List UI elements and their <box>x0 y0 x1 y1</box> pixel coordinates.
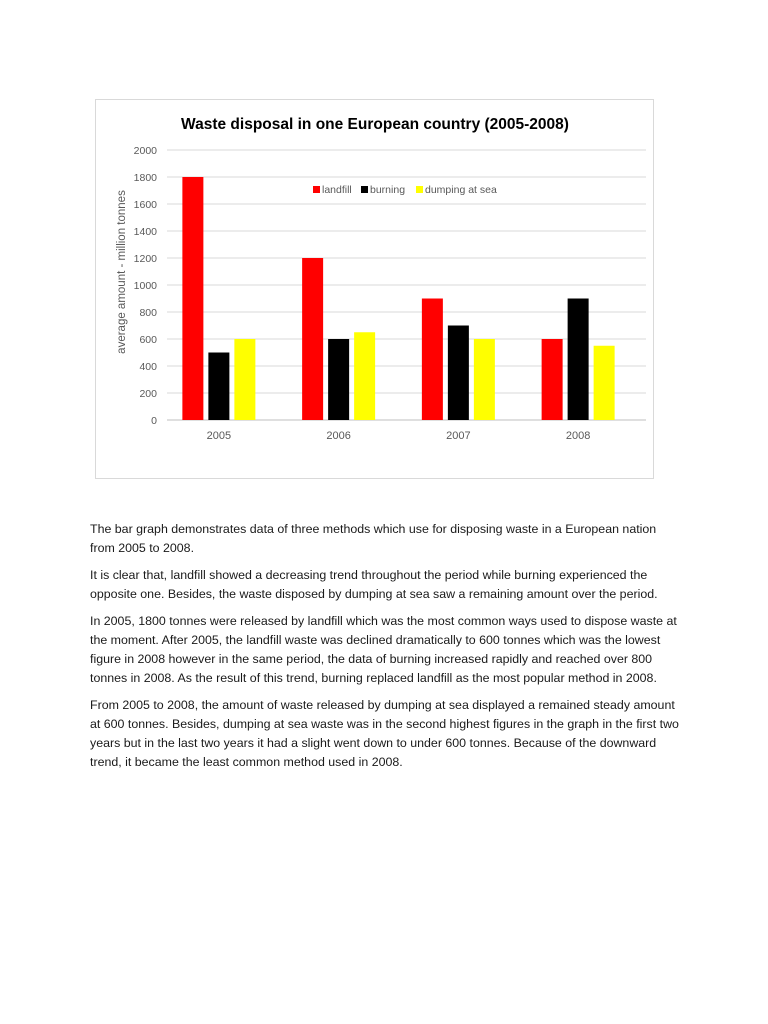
bar-landfill-2008 <box>542 339 563 420</box>
y-axis-label: average amount - million tonnes <box>116 190 128 354</box>
y-tick-label: 600 <box>139 334 157 346</box>
chart-frame <box>95 99 654 479</box>
y-tick-label: 200 <box>139 388 157 400</box>
legend-swatch <box>313 186 320 193</box>
y-tick-label: 1200 <box>133 253 157 265</box>
x-axis-ticks <box>207 430 591 442</box>
y-axis-ticks <box>134 145 158 427</box>
bar-burning-2006 <box>328 339 349 420</box>
y-tick-label: 1400 <box>133 226 157 238</box>
essay-paragraph: It is clear that, landfill showed a decreasing trend throughout the period while burning experienced the opposite one. Besides, the waste disposed by dumping at sea saw a remaining amount over the period. <box>90 568 658 601</box>
bar-dumping-at-sea-2005 <box>234 339 255 420</box>
essay-paragraph: From 2005 to 2008, the amount of waste released by dumping at sea displayed a remained steady amount at 600 tonnes. Besides, dumping at sea waste was in the second highest figures in the graph in the first two years but in the last two years it had a slight went down to under 600 tonnes. Because of the downward trend, it became the least common method used in 2008. <box>90 698 679 769</box>
y-tick-label: 1600 <box>133 199 157 211</box>
bar-burning-2008 <box>568 299 589 421</box>
x-tick-label: 2007 <box>446 430 471 442</box>
legend-swatch <box>416 186 423 193</box>
bar-burning-2005 <box>208 353 229 421</box>
essay-paragraph: The bar graph demonstrates data of three methods which use for disposing waste in a European nation from 2005 to 2008. <box>90 522 657 555</box>
x-tick-label: 2006 <box>326 430 351 442</box>
bar-dumping-at-sea-2007 <box>474 339 495 420</box>
y-tick-label: 800 <box>139 307 157 319</box>
bar-chart <box>96 100 655 480</box>
essay-text <box>90 520 680 780</box>
y-tick-label: 2000 <box>133 145 157 157</box>
bar-landfill-2006 <box>302 258 323 420</box>
legend-label: dumping at sea <box>425 184 497 196</box>
y-tick-label: 400 <box>139 361 157 373</box>
essay-paragraph: In 2005, 1800 tonnes were released by landfill which was the most common ways used to dispose waste at the moment. After 2005, the landfill waste was declined dramatically to 600 tonnes which was the lowest figure in 2008 however in the same period, the data of burning increased rapidly and reached over 800 tonnes in 2008. As the result of this trend, burning replaced landfill as the most popular method in 2008. <box>90 614 677 685</box>
legend-swatch <box>361 186 368 193</box>
bar-burning-2007 <box>448 326 469 421</box>
bar-dumping-at-sea-2006 <box>354 332 375 420</box>
y-tick-label: 1000 <box>133 280 157 292</box>
chart-title: Waste disposal in one European country (2005-2008) <box>181 116 569 133</box>
x-tick-label: 2008 <box>565 430 591 442</box>
bars <box>182 177 614 420</box>
x-tick-label: 2005 <box>206 430 232 442</box>
legend <box>313 184 497 196</box>
y-tick-label: 1800 <box>133 172 157 184</box>
legend-label: landfill <box>322 184 352 196</box>
bar-dumping-at-sea-2008 <box>594 346 615 420</box>
y-tick-label: 0 <box>151 415 157 427</box>
legend-label: burning <box>370 184 406 196</box>
bar-landfill-2007 <box>422 299 443 421</box>
bar-landfill-2005 <box>182 177 203 420</box>
